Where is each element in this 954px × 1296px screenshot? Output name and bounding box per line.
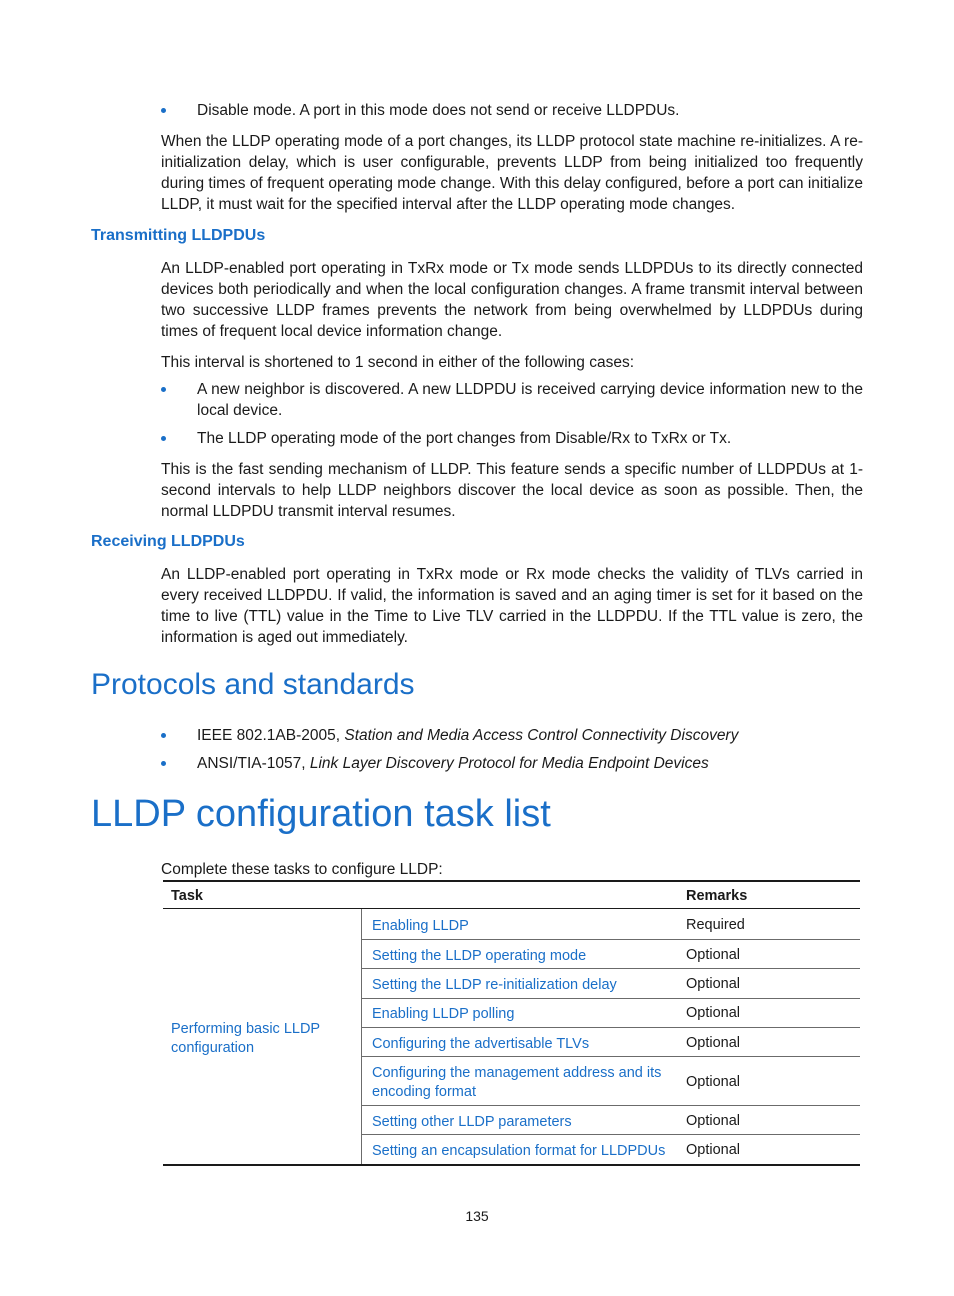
- bullet-text: [197, 753, 863, 774]
- list-item: [161, 428, 863, 449]
- row-divider: [361, 1134, 860, 1135]
- column-header-task: Task: [171, 888, 203, 904]
- table-rule: [163, 1164, 860, 1166]
- standard-title: Link Layer Discovery Protocol for Media Endpoint Devices: [309, 755, 709, 772]
- section-heading: Receiving LLDPDUs: [91, 533, 245, 550]
- remark-cell: Optional: [686, 1074, 741, 1090]
- standard-title: Station and Media Access Control Connectivity Discovery: [344, 727, 739, 744]
- task-link[interactable]: Setting other LLDP parameters: [372, 1114, 572, 1130]
- list-item: [161, 379, 863, 421]
- row-divider: [361, 1056, 860, 1057]
- list-item: [161, 100, 863, 121]
- chapter-heading: Protocols and standards: [91, 668, 415, 701]
- task-group-link[interactable]: Performing basic LLDP configuration: [171, 1021, 320, 1056]
- row-divider: [361, 1105, 860, 1106]
- bullet-text: A new neighbor is discovered. A new LLDPDU is received carrying device information new to the local device.: [197, 381, 863, 419]
- bullet-text: [197, 725, 863, 746]
- bullet-text: Disable mode. A port in this mode does not send or receive LLDPDUs.: [197, 102, 680, 119]
- column-divider: [361, 909, 362, 1164]
- bullet-icon: [161, 108, 166, 113]
- paragraph: This is the fast sending mechanism of LLDP. This feature sends a specific number of LLDPDUs at 1-second intervals to help LLDP neighbors discover the local device as soon as possible. Then, the normal LLDPDU transmit interval resumes.: [161, 461, 863, 520]
- remark-cell: Optional: [686, 1113, 741, 1129]
- task-link[interactable]: Setting an encapsulation format for LLDPDUs: [372, 1143, 666, 1159]
- paragraph: An LLDP-enabled port operating in TxRx mode or Rx mode checks the validity of TLVs carried in every received LLDPDU. If valid, the information is saved and an aging timer is set for it based on the time to live (TTL) value in the Time to Live TLV carried in the LLDPDU. If the TTL value is zero, the information is aged out immediately.: [161, 566, 863, 646]
- bullet-icon: [161, 387, 166, 392]
- list-item: [161, 753, 863, 774]
- row-divider: [361, 968, 860, 969]
- remark-cell: Optional: [686, 947, 741, 963]
- task-link[interactable]: Configuring the management address and its encoding format: [372, 1065, 662, 1100]
- row-divider: [361, 939, 860, 940]
- table-rule: [163, 908, 860, 909]
- table-intro: Complete these tasks to configure LLDP:: [161, 861, 443, 878]
- bullet-text: The LLDP operating mode of the port changes from Disable/Rx to TxRx or Tx.: [197, 430, 732, 447]
- task-link[interactable]: Setting the LLDP operating mode: [372, 948, 587, 964]
- remark-cell: Required: [686, 917, 745, 933]
- task-link[interactable]: Enabling LLDP: [372, 918, 469, 934]
- section-heading: Transmitting LLDPDUs: [91, 227, 266, 244]
- paragraph: When the LLDP operating mode of a port changes, its LLDP protocol state machine re-initializes. A re-initialization delay, which is user configurable, prevents LLDP from being initialized too frequently during times of frequent operating mode change. With this delay configured, before a port can initialize LLDP, it must wait for the specified interval after the LLDP operating mode changes.: [161, 133, 863, 213]
- task-link[interactable]: Configuring the advertisable TLVs: [372, 1036, 590, 1052]
- bullet-icon: [161, 733, 166, 738]
- standard-id: ANSI/TIA-1057,: [197, 755, 310, 772]
- bullet-icon: [161, 761, 166, 766]
- task-table: [163, 880, 860, 1170]
- bullet-icon: [161, 436, 166, 441]
- table-rule: [163, 880, 860, 882]
- remark-cell: Optional: [686, 1142, 741, 1158]
- standard-id: IEEE 802.1AB-2005,: [197, 727, 345, 744]
- paragraph: This interval is shortened to 1 second in either of the following cases:: [161, 354, 635, 371]
- column-header-remarks: Remarks: [686, 888, 748, 904]
- task-link[interactable]: Setting the LLDP re-initialization delay: [372, 977, 617, 993]
- remark-cell: Optional: [686, 976, 741, 992]
- list-item: [161, 725, 863, 746]
- chapter-heading: LLDP configuration task list: [91, 793, 551, 835]
- task-link[interactable]: Enabling LLDP polling: [372, 1006, 515, 1022]
- remark-cell: Optional: [686, 1035, 741, 1051]
- page-number: 135: [465, 1208, 489, 1224]
- row-divider: [361, 998, 860, 999]
- remark-cell: Optional: [686, 1005, 741, 1021]
- row-divider: [361, 1027, 860, 1028]
- paragraph: An LLDP-enabled port operating in TxRx mode or Tx mode sends LLDPDUs to its directly connected devices both periodically and when the local configuration changes. A frame transmit interval between two successive LLDP frames prevents the network from being overwhelmed by LLDPDUs during times of frequent local device information change.: [161, 260, 863, 340]
